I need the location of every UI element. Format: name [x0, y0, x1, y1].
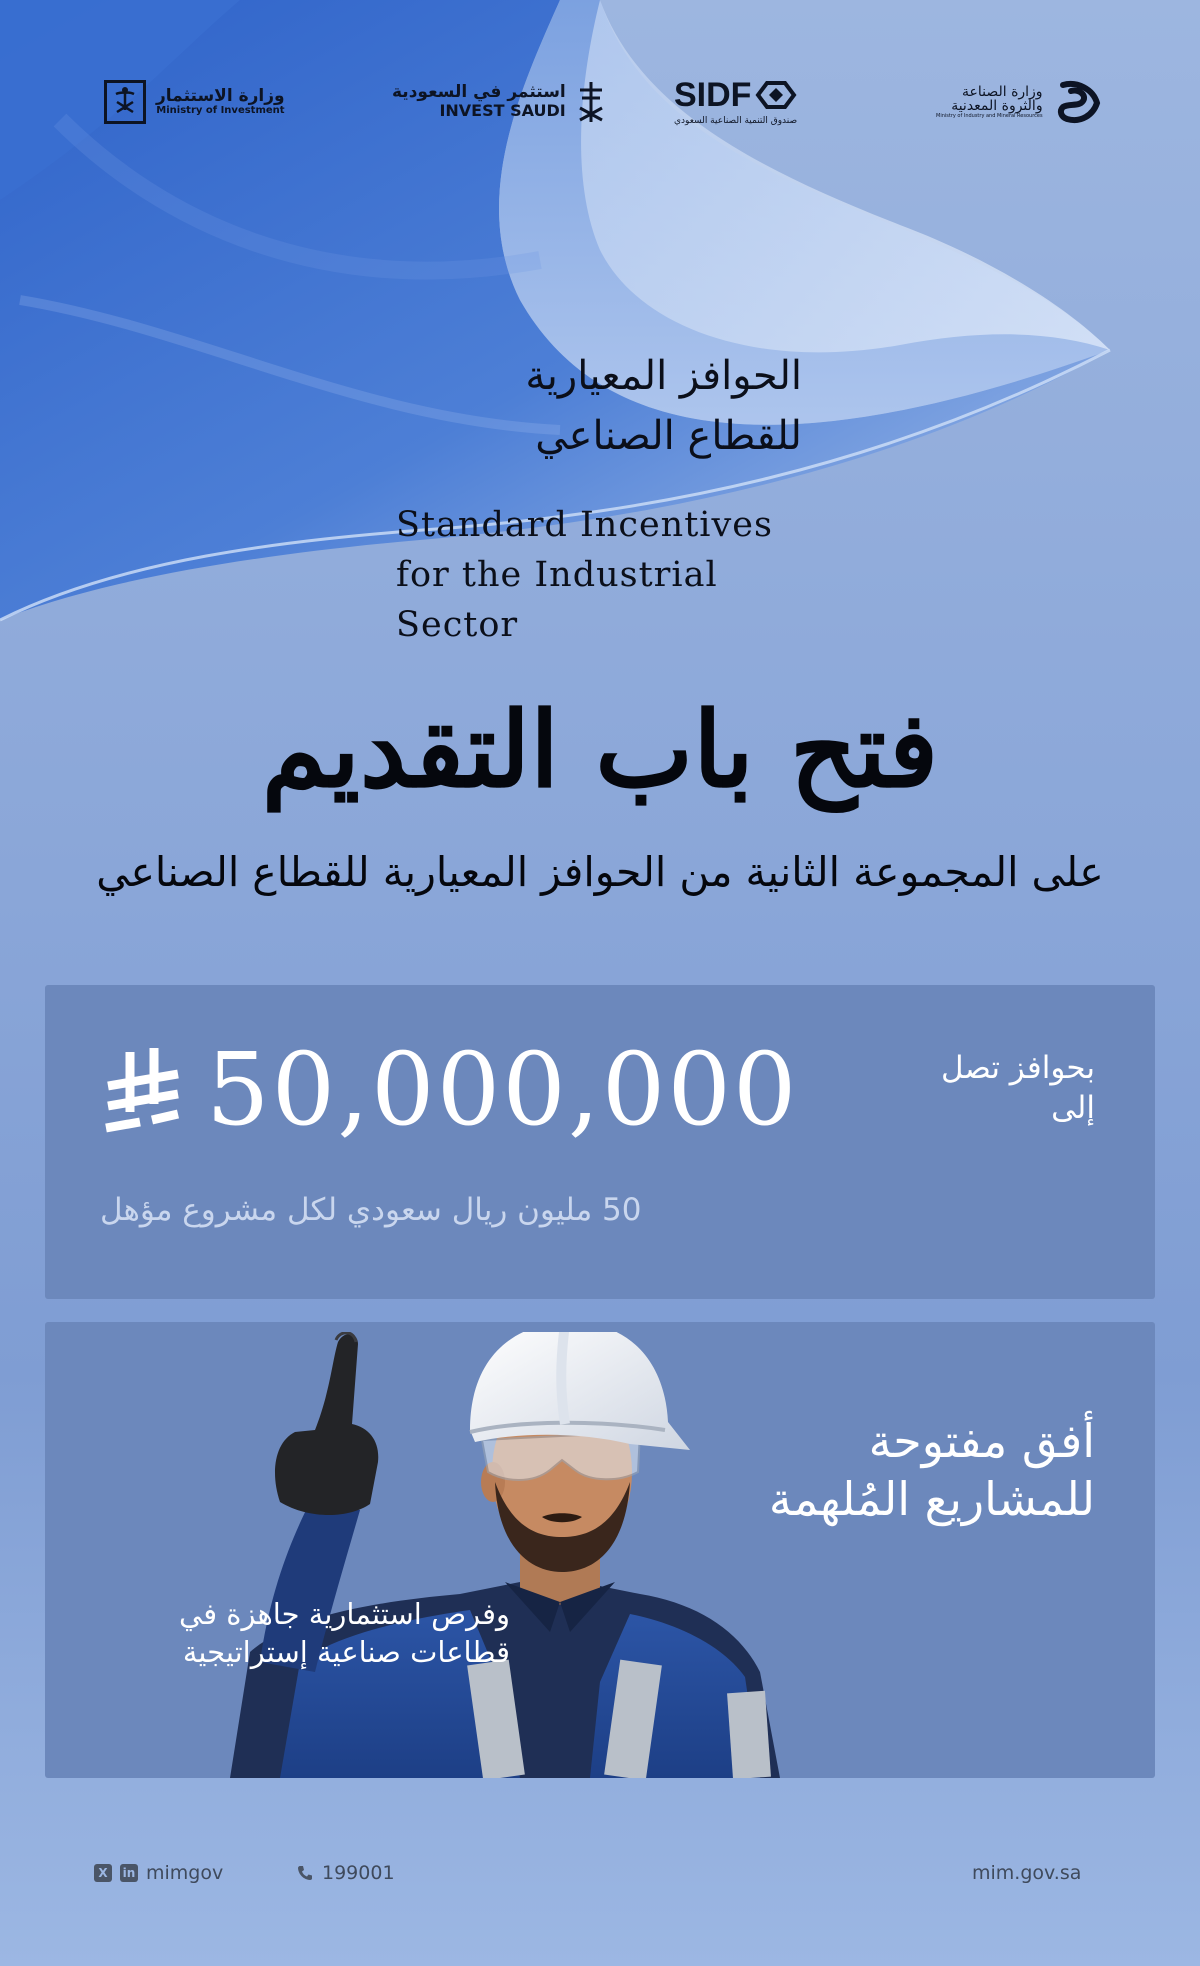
phone-number: 199001 [322, 1862, 395, 1884]
ministry-of-investment-logo [104, 70, 285, 134]
website-link[interactable]: mim.gov.sa [972, 1862, 1082, 1884]
phone-icon [296, 1864, 314, 1882]
saudi-riyal-icon [100, 1046, 184, 1134]
footer-social[interactable] [94, 1858, 223, 1888]
program-title-ar-line2: للقطاع الصناعي [535, 413, 802, 459]
x-icon[interactable]: X [94, 1864, 112, 1882]
promo-opportunities [140, 1595, 510, 1671]
incentive-caption: 50 مليون ريال سعودي لكل مشروع مؤهل [100, 1192, 642, 1228]
ministry-investment-ar: وزارة الاستثمار [156, 85, 285, 106]
headline: فتح باب التقديم [261, 688, 939, 811]
ministry-of-industry-logo [936, 70, 1103, 134]
subheadline: على المجموعة الثانية من الحوافز المعيارية للقطاع الصناعي [96, 848, 1104, 896]
program-title-en-line2: for the Industrial Sector [396, 555, 718, 645]
ministry-industry-mark-icon [1053, 77, 1103, 127]
promo-opportunities-line1: وفرص استثمارية جاهزة في [179, 1597, 510, 1631]
invest-saudi-logo [392, 70, 606, 134]
incentive-prefix [835, 1048, 1095, 1128]
invest-saudi-en: INVEST SAUDI [439, 101, 566, 121]
program-title-en [396, 500, 826, 650]
promo-horizon [675, 1412, 1095, 1528]
promo-opportunities-line2: قطاعات صناعية إستراتيجية [182, 1635, 510, 1669]
program-title-en-line1: Standard Incentives [396, 505, 773, 545]
incentive-prefix-line2: إلى [1051, 1090, 1095, 1126]
ministry-investment-en: Ministry of Investment [156, 105, 285, 117]
sidf-subtitle: صندوق التنمية الصناعية السعودي [674, 116, 798, 126]
footer-website[interactable] [972, 1858, 1081, 1888]
saudi-emblem-icon [104, 80, 146, 124]
invest-saudi-ar: استثمر في السعودية [392, 82, 566, 103]
ministry-industry-en: Ministry of Industry and Mineral Resources [936, 112, 1043, 119]
ministry-industry-ar-2: والثروة المعدنية [951, 98, 1043, 115]
linkedin-icon[interactable]: in [120, 1864, 138, 1882]
ministry-industry-ar-1: وزارة الصناعة [961, 83, 1043, 100]
worker-illustration [220, 1332, 940, 1778]
social-handle: mimgov [146, 1862, 224, 1884]
incentive-amount: 50,000,000 [206, 1031, 799, 1148]
promo-horizon-line1: أفق مفتوحة [868, 1414, 1095, 1468]
invest-saudi-mark-icon [576, 80, 606, 124]
sidf-mark-icon [755, 80, 797, 110]
incentive-amount-row [100, 1030, 799, 1150]
program-title-ar-line1: الحوافز المعيارية [525, 353, 802, 399]
promo-horizon-line2: للمشاريع المُلهمة [768, 1472, 1095, 1526]
incentive-prefix-line1: بحوافز تصل [940, 1050, 1095, 1086]
footer-phone[interactable] [296, 1858, 395, 1888]
program-title-ar [282, 346, 802, 466]
sidf-wordmark: SIDF [674, 76, 752, 114]
sidf-logo [674, 70, 797, 134]
